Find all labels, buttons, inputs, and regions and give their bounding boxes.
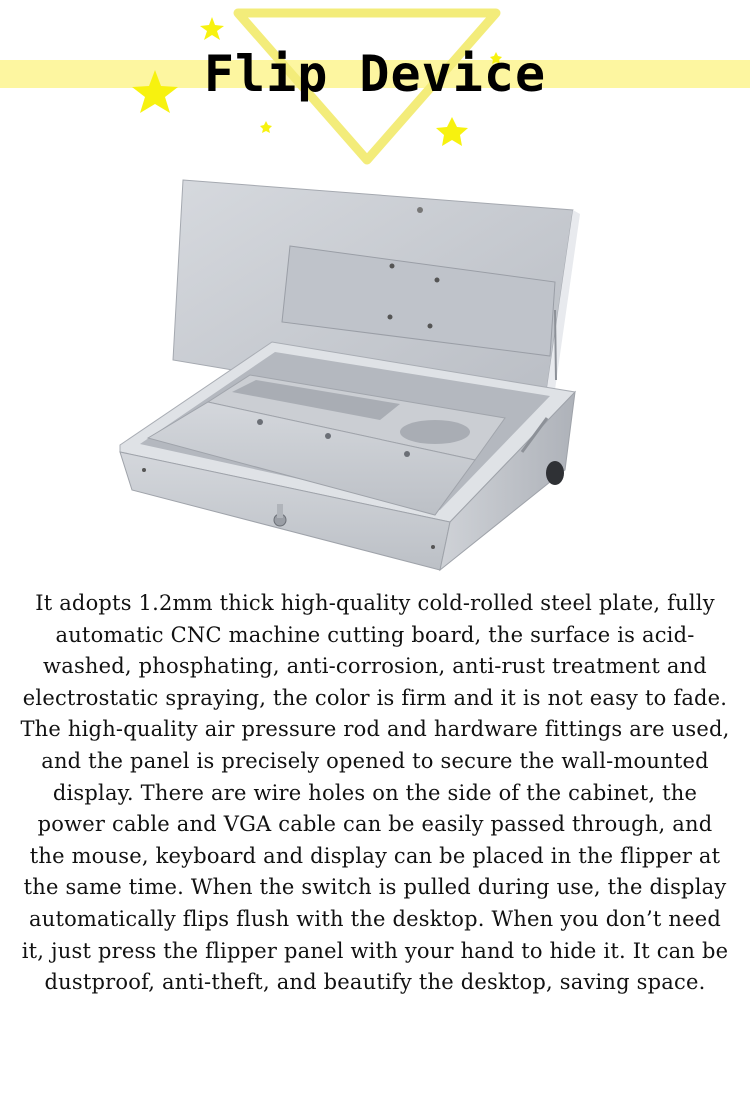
product-description: It adopts 1.2mm thick high-quality cold-rolled steel plate, fully automatic CNC machine cutting board, the surface is acid-washed, phosphating, anti-corrosion, anti-rust treatment and electrostatic spraying, the color is firm and it is not easy to fade. The high-quality air pressure rod and hardware fittings are used, and the panel is precisely opened to secure the wall-mounted display. There are wire holes on the side of the cabinet, the power cable and VGA cable can be easily passed through, and the mouse, keyboard and display can be placed in the flipper at the same time. When the switch is pulled during use, the display automatically flips flush with the desktop. When you don’t need it, just press the flipper panel with your hand to hide it. It can be dustproof, anti-theft, and beautify the desktop, saving space. xyxy=(20,591,730,995)
wire-hole xyxy=(546,461,564,485)
gas-spring-rod xyxy=(555,310,556,380)
star-icon xyxy=(436,117,468,146)
star-icon xyxy=(260,121,272,133)
star-icon xyxy=(200,17,224,40)
header xyxy=(0,0,750,180)
flip-device-cabinet-illustration xyxy=(110,170,590,575)
page-title: Flip Device xyxy=(203,45,547,103)
tray-cup xyxy=(400,420,470,444)
